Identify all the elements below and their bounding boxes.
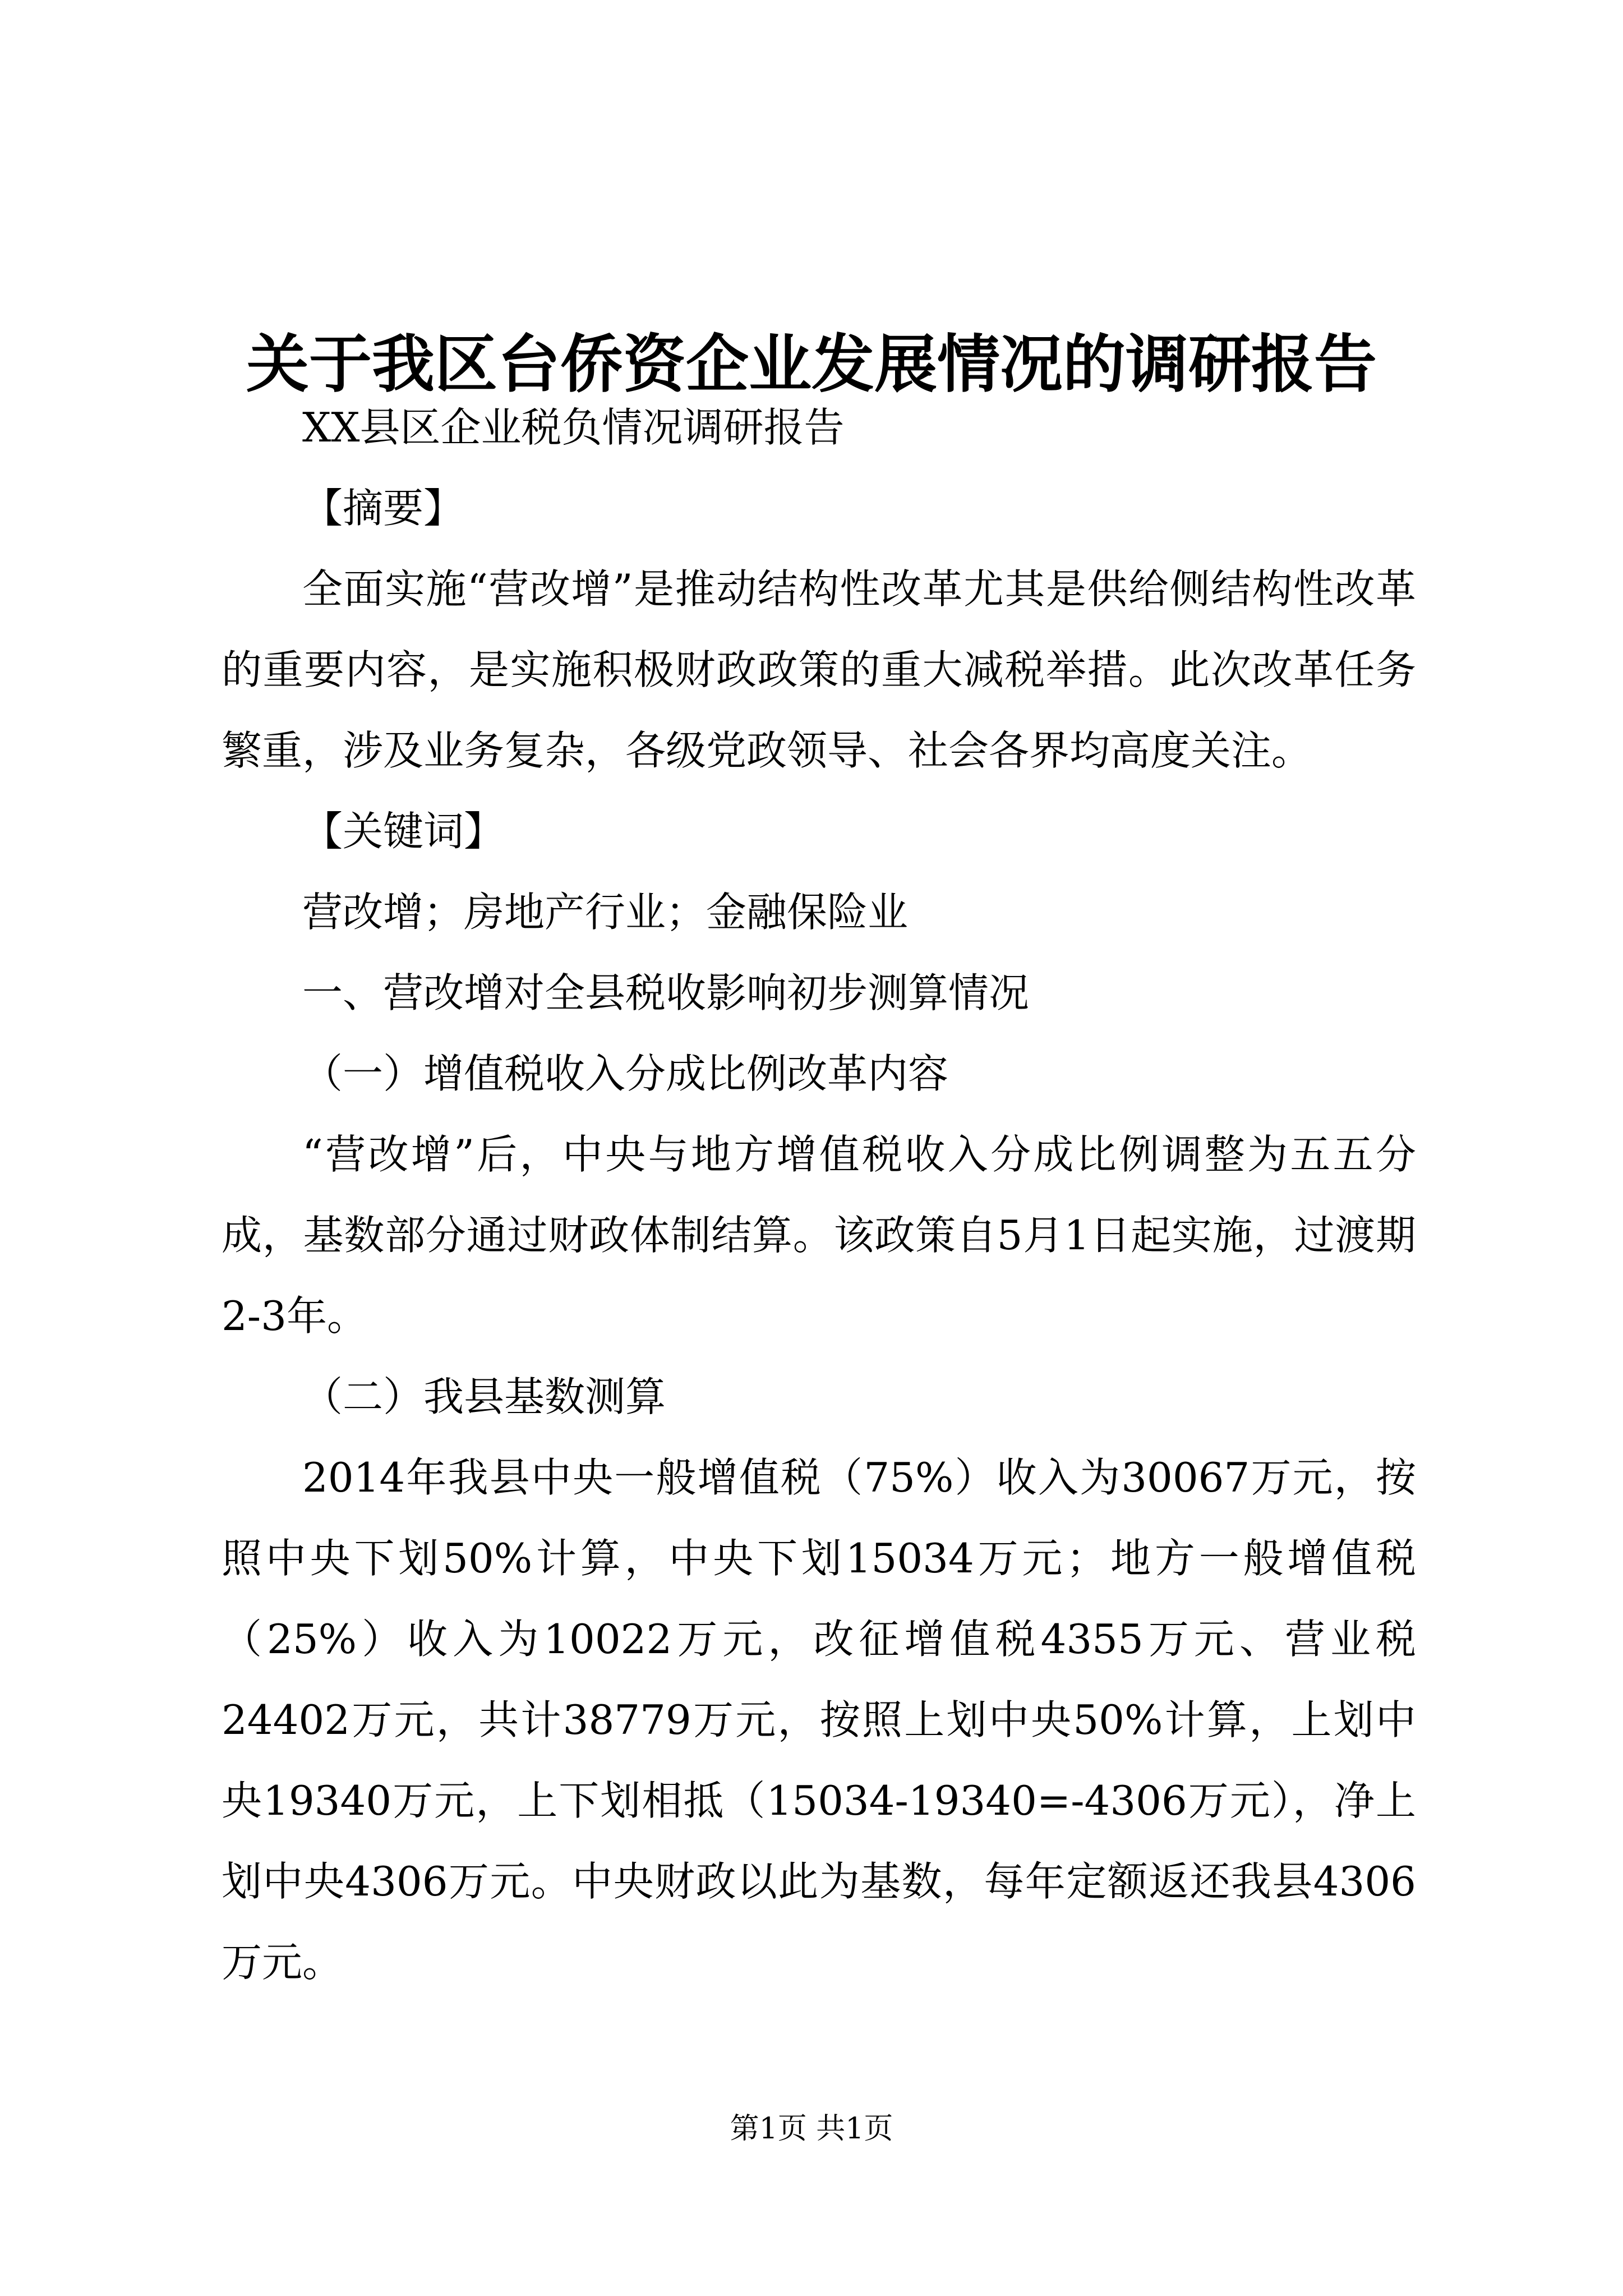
- page-footer: 第1页 共1页: [730, 2112, 893, 2146]
- subsection-heading-2: （二）我县基数测算: [302, 1373, 666, 1420]
- abstract-paragraph: 全面实施“营改增”是推动结构性改革尤其是供给侧结构性改革的重要内容，是实施积极财政政策的重大减税举措。此次改革任务繁重，涉及业务复杂，各级党政领导、社会各界均高度关注。: [222, 565, 1416, 774]
- keywords-heading: 【关键词】: [302, 808, 505, 855]
- body-paragraph-1: “营改增”后，中央与地方增值税收入分成比例调整为五五分成，基数部分通过财政体制结算。该政策自5月1日起实施，过渡期2-3年。: [222, 1131, 1416, 1340]
- document-title: 关于我区台侨资企业发展情况的调研报告: [246, 328, 1377, 402]
- subtitle-paragraph: XX县区企业税负情况调研报告: [302, 404, 845, 451]
- subsection-heading-1: （一）增值税收入分成比例改革内容: [302, 1050, 949, 1097]
- keywords-paragraph: 营改增；房地产行业；金融保险业: [302, 889, 909, 936]
- body-paragraph-2: 2014年我县中央一般增值税（75%）收入为30067万元，按照中央下划50%计算，中央下划15034万元；地方一般增值税（25%）收入为10022万元，改征增值税4355万元、营业税24402万元，共计38779万元，按照上划中央50%计算，上划中央19340万元，上下划相抵（15034-19340=-4306万元），净上划中央4306万元。中央财政以此为基数，每年定额返还我县4306万元。: [222, 1454, 1416, 1986]
- abstract-heading: 【摘要】: [302, 485, 464, 532]
- section-heading-1: 一、营改增对全县税收影响初步测算情况: [302, 969, 1030, 1016]
- document-body: [222, 387, 1416, 2003]
